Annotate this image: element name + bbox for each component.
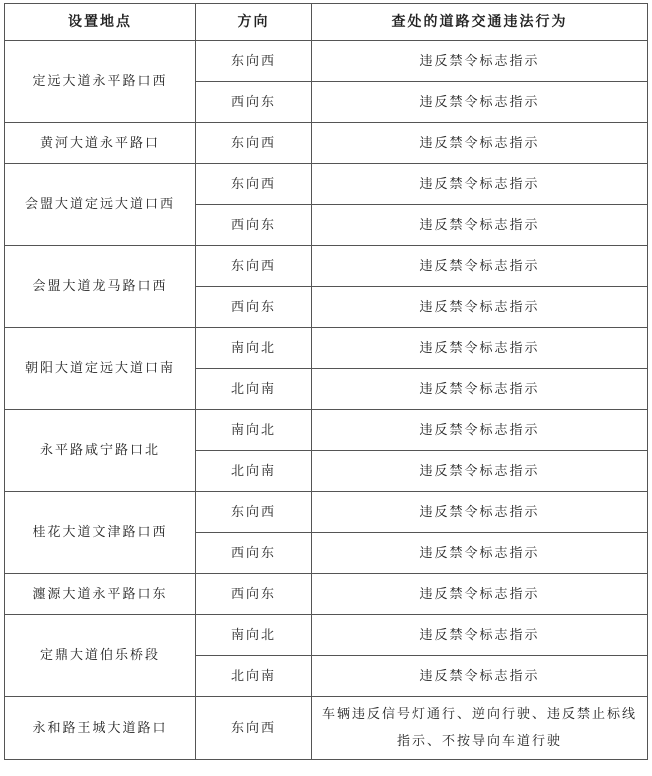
violation-cell: 违反禁令标志指示 (312, 451, 648, 492)
violation-cell: 违反禁令标志指示 (312, 287, 648, 328)
location-cell: 会盟大道龙马路口西 (5, 246, 196, 328)
violation-cell: 违反禁令标志指示 (312, 574, 648, 615)
direction-cell: 东向西 (196, 41, 312, 82)
table-row (5, 123, 648, 164)
violation-cell: 车辆违反信号灯通行、逆向行驶、违反禁止标线指示、不按导向车道行驶 (312, 697, 648, 760)
location-cell: 永和路王城大道路口 (5, 697, 196, 760)
direction-cell: 西向东 (196, 205, 312, 246)
violation-cell: 违反禁令标志指示 (312, 492, 648, 533)
violation-cell: 违反禁令标志指示 (312, 164, 648, 205)
location-cell: 瀍源大道永平路口东 (5, 574, 196, 615)
direction-cell: 东向西 (196, 164, 312, 205)
table-row (5, 328, 648, 369)
direction-cell: 西向东 (196, 287, 312, 328)
direction-cell: 南向北 (196, 615, 312, 656)
violation-cell: 违反禁令标志指示 (312, 328, 648, 369)
table-row (5, 574, 648, 615)
violation-cell: 违反禁令标志指示 (312, 410, 648, 451)
header-violation: 查处的道路交通违法行为 (312, 4, 648, 41)
header-direction: 方向 (196, 4, 312, 41)
direction-cell: 北向南 (196, 656, 312, 697)
location-cell: 定鼎大道伯乐桥段 (5, 615, 196, 697)
violation-cell: 违反禁令标志指示 (312, 369, 648, 410)
violation-cell: 违反禁令标志指示 (312, 123, 648, 164)
direction-cell: 北向南 (196, 451, 312, 492)
location-cell: 朝阳大道定远大道口南 (5, 328, 196, 410)
violation-cell: 违反禁令标志指示 (312, 41, 648, 82)
location-cell: 定远大道永平路口西 (5, 41, 196, 123)
table-row (5, 697, 648, 760)
direction-cell: 西向东 (196, 533, 312, 574)
violation-cell: 违反禁令标志指示 (312, 533, 648, 574)
table-row (5, 41, 648, 82)
direction-cell: 南向北 (196, 410, 312, 451)
direction-cell: 东向西 (196, 123, 312, 164)
violation-cell: 违反禁令标志指示 (312, 246, 648, 287)
violation-cell: 违反禁令标志指示 (312, 615, 648, 656)
location-cell: 桂花大道文津路口西 (5, 492, 196, 574)
direction-cell: 东向西 (196, 697, 312, 760)
table-header-row (5, 4, 648, 41)
table-row (5, 410, 648, 451)
violation-cell: 违反禁令标志指示 (312, 205, 648, 246)
violation-cell: 违反禁令标志指示 (312, 82, 648, 123)
direction-cell: 南向北 (196, 328, 312, 369)
table-row (5, 246, 648, 287)
location-cell: 黄河大道永平路口 (5, 123, 196, 164)
location-cell: 会盟大道定远大道口西 (5, 164, 196, 246)
direction-cell: 西向东 (196, 82, 312, 123)
table-row (5, 492, 648, 533)
location-cell: 永平路咸宁路口北 (5, 410, 196, 492)
direction-cell: 西向东 (196, 574, 312, 615)
direction-cell: 北向南 (196, 369, 312, 410)
direction-cell: 东向西 (196, 492, 312, 533)
table-row (5, 164, 648, 205)
violation-location-table (4, 3, 648, 760)
violation-cell: 违反禁令标志指示 (312, 656, 648, 697)
table-row (5, 615, 648, 656)
direction-cell: 东向西 (196, 246, 312, 287)
header-location: 设置地点 (5, 4, 196, 41)
